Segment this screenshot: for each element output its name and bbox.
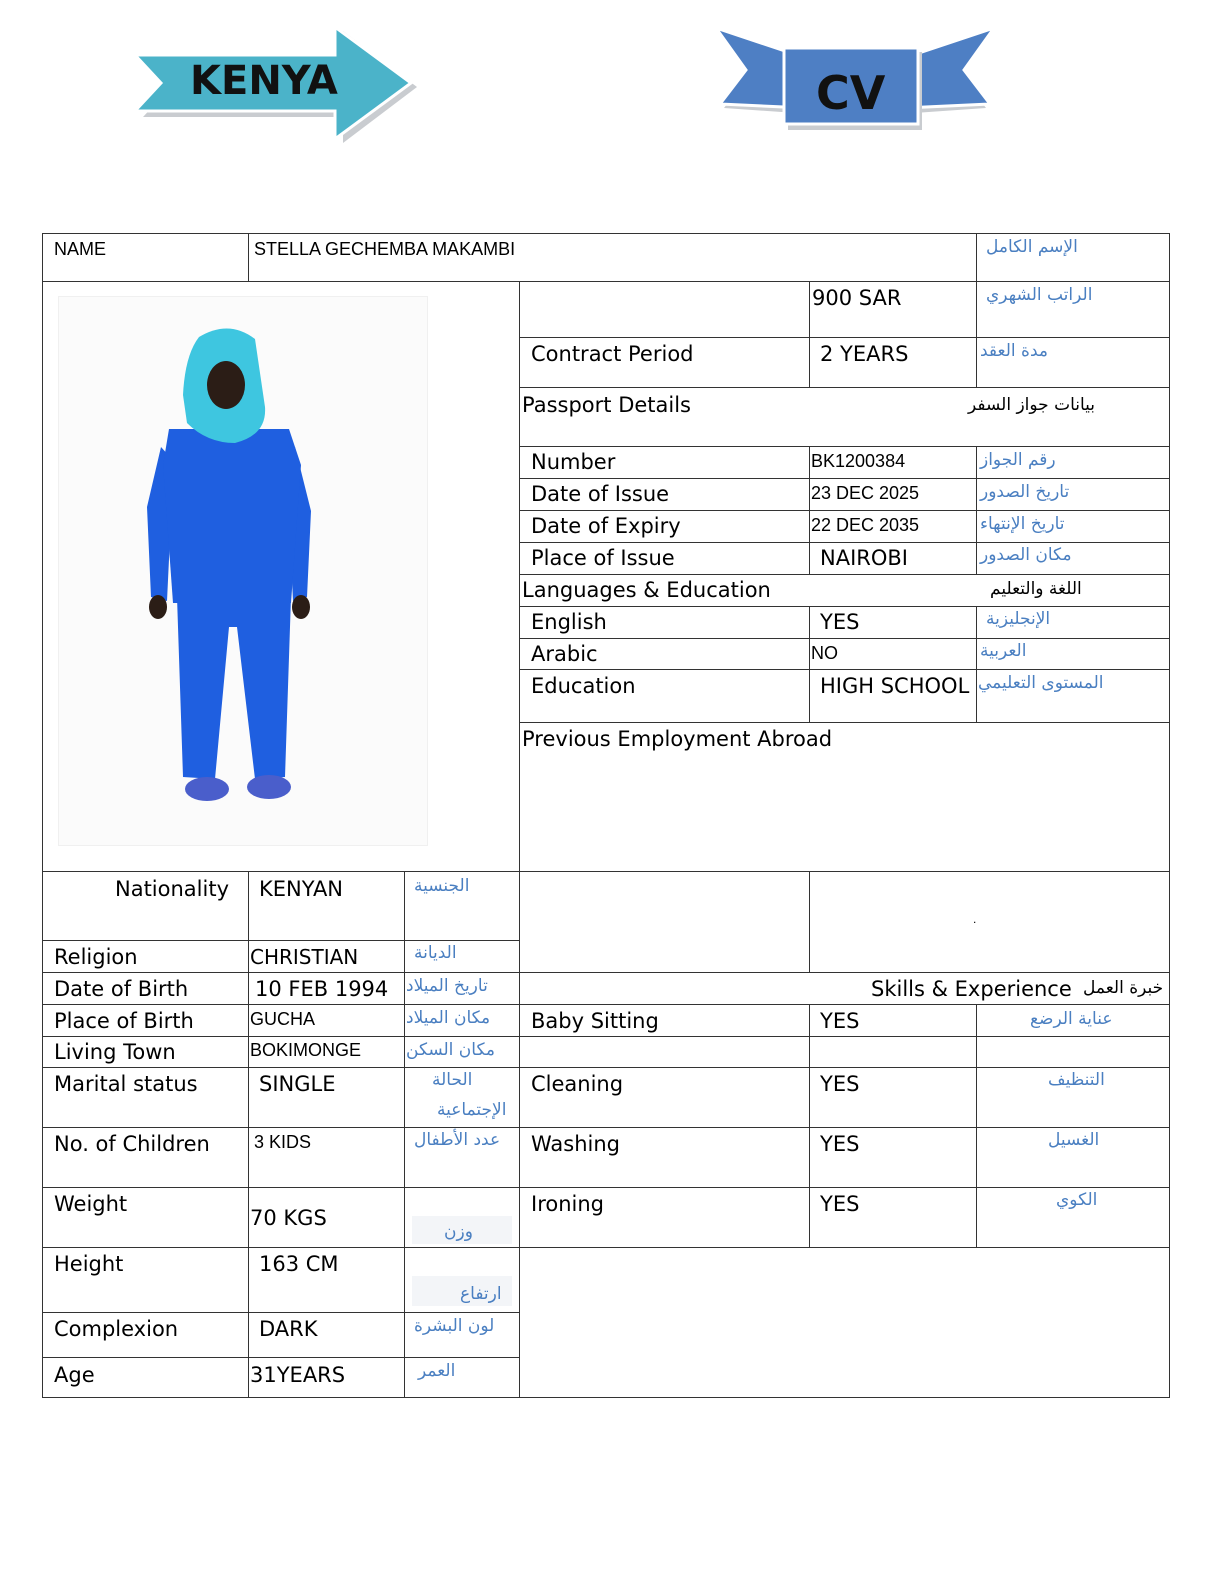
contract-period-value: 2 YEARS	[820, 342, 909, 366]
place-of-birth-label: Place of Birth	[54, 1009, 194, 1033]
education-value: HIGH SCHOOL	[820, 674, 970, 698]
date-of-issue-value: 23 DEC 2025	[811, 483, 920, 503]
complexion-value: DARK	[259, 1317, 318, 1341]
children-label: No. of Children	[54, 1132, 210, 1156]
baby-sitting-label-ar: عناية الرضع	[1030, 1009, 1113, 1029]
religion-label: Religion	[54, 945, 138, 969]
living-town-label: Living Town	[54, 1040, 176, 1064]
washing-value: YES	[820, 1132, 860, 1156]
cv-banner-label: CV	[816, 66, 886, 120]
place-of-birth-value: GUCHA	[250, 1009, 316, 1029]
complexion-label-ar: لون البشرة	[414, 1316, 495, 1336]
weight-label: Weight	[54, 1192, 128, 1216]
washing-label: Washing	[531, 1132, 621, 1156]
height-label: Height	[54, 1252, 124, 1276]
age-label: Age	[54, 1363, 95, 1387]
religion-label-ar: الديانة	[414, 943, 457, 963]
age-label-ar: العمر	[418, 1361, 456, 1381]
children-label-ar: عدد الأطفال	[414, 1130, 501, 1150]
marital-status-value: SINGLE	[259, 1072, 336, 1096]
children-value: 3 KIDS	[254, 1132, 312, 1152]
skills-experience-title-ar: خبرة العمل	[1083, 978, 1164, 998]
passport-number-label-ar: رقم الجواز	[980, 450, 1056, 470]
passport-number-value: BK1200384	[811, 451, 906, 471]
marital-status-label-ar-line1: الحالة	[432, 1070, 473, 1090]
contract-period-label-ar: مدة العقد	[980, 341, 1048, 361]
english-label: English	[531, 610, 607, 634]
living-town-value: BOKIMONGE	[250, 1040, 362, 1060]
date-of-expiry-label-ar: تاريخ الإنتهاء	[980, 514, 1065, 534]
name-label-ar: الإسم الكامل	[986, 237, 1078, 257]
date-of-expiry-value: 22 DEC 2035	[811, 515, 920, 535]
height-label-ar: ارتفاع	[460, 1284, 502, 1304]
nationality-value: KENYAN	[259, 877, 344, 901]
arabic-label-ar: العربية	[980, 641, 1027, 661]
english-value: YES	[820, 610, 860, 634]
arabic-label: Arabic	[531, 642, 598, 666]
weight-label-ar: وزن	[444, 1222, 473, 1242]
education-label: Education	[531, 674, 636, 698]
baby-sitting-label: Baby Sitting	[531, 1009, 659, 1033]
date-of-birth-label: Date of Birth	[54, 977, 189, 1001]
religion-value: CHRISTIAN	[250, 945, 359, 969]
name-label: NAME	[54, 239, 107, 259]
passport-details-title: Passport Details	[522, 393, 691, 417]
salary-value: 900 SAR	[812, 286, 902, 310]
marital-status-label: Marital status	[54, 1072, 198, 1096]
weight-value: 70 KGS	[250, 1206, 327, 1230]
education-label-ar: المستوى التعليمي	[978, 673, 1104, 693]
english-label-ar: الإنجليزية	[986, 609, 1051, 629]
date-of-issue-label: Date of Issue	[531, 482, 670, 506]
baby-sitting-value: YES	[820, 1009, 860, 1033]
cleaning-value: YES	[820, 1072, 860, 1096]
languages-education-title: Languages & Education	[522, 578, 771, 602]
ironing-label: Ironing	[531, 1192, 604, 1216]
place-of-issue-label: Place of Issue	[531, 546, 675, 570]
marital-status-label-ar-line2: الإجتماعية	[437, 1100, 507, 1120]
cleaning-label-ar: التنظيف	[1048, 1070, 1105, 1090]
ironing-label-ar: الكوي	[1056, 1190, 1098, 1210]
place-of-birth-label-ar: مكان الميلاد	[406, 1008, 491, 1028]
nationality-label: Nationality	[115, 877, 230, 901]
cleaning-label: Cleaning	[531, 1072, 624, 1096]
languages-education-title-ar: اللغة والتعليم	[990, 579, 1082, 599]
complexion-label: Complexion	[54, 1317, 179, 1341]
washing-label-ar: الغسيل	[1048, 1130, 1100, 1150]
previous-employment-dot: .	[973, 912, 977, 926]
passport-number-label: Number	[531, 450, 616, 474]
skills-experience-title: Skills & Experience	[871, 977, 1072, 1001]
country-banner-label: KENYA	[190, 58, 338, 104]
place-of-issue-label-ar: مكان الصدور	[980, 545, 1072, 565]
place-of-issue-value: NAIROBI	[820, 546, 908, 570]
date-of-birth-label-ar: تاريخ الميلاد	[406, 976, 488, 996]
arabic-value: NO	[811, 643, 838, 663]
candidate-photo	[58, 296, 428, 846]
name-value: STELLA GECHEMBA MAKAMBI	[254, 239, 516, 259]
living-town-label-ar: مكان السكن	[406, 1040, 495, 1060]
age-value: 31YEARS	[250, 1363, 346, 1387]
passport-details-title-ar: بيانات جواز السفر	[968, 395, 1096, 415]
height-value: 163 CM	[259, 1252, 339, 1276]
ironing-value: YES	[820, 1192, 860, 1216]
previous-employment-title: Previous Employment Abroad	[522, 727, 833, 751]
contract-period-label: Contract Period	[531, 342, 694, 366]
date-of-issue-label-ar: تاريخ الصدور	[980, 482, 1070, 502]
salary-label-ar: الراتب الشهري	[986, 285, 1093, 305]
date-of-expiry-label: Date of Expiry	[531, 514, 681, 538]
nationality-label-ar: الجنسية	[414, 876, 470, 896]
date-of-birth-value: 10 FEB 1994	[255, 977, 389, 1001]
